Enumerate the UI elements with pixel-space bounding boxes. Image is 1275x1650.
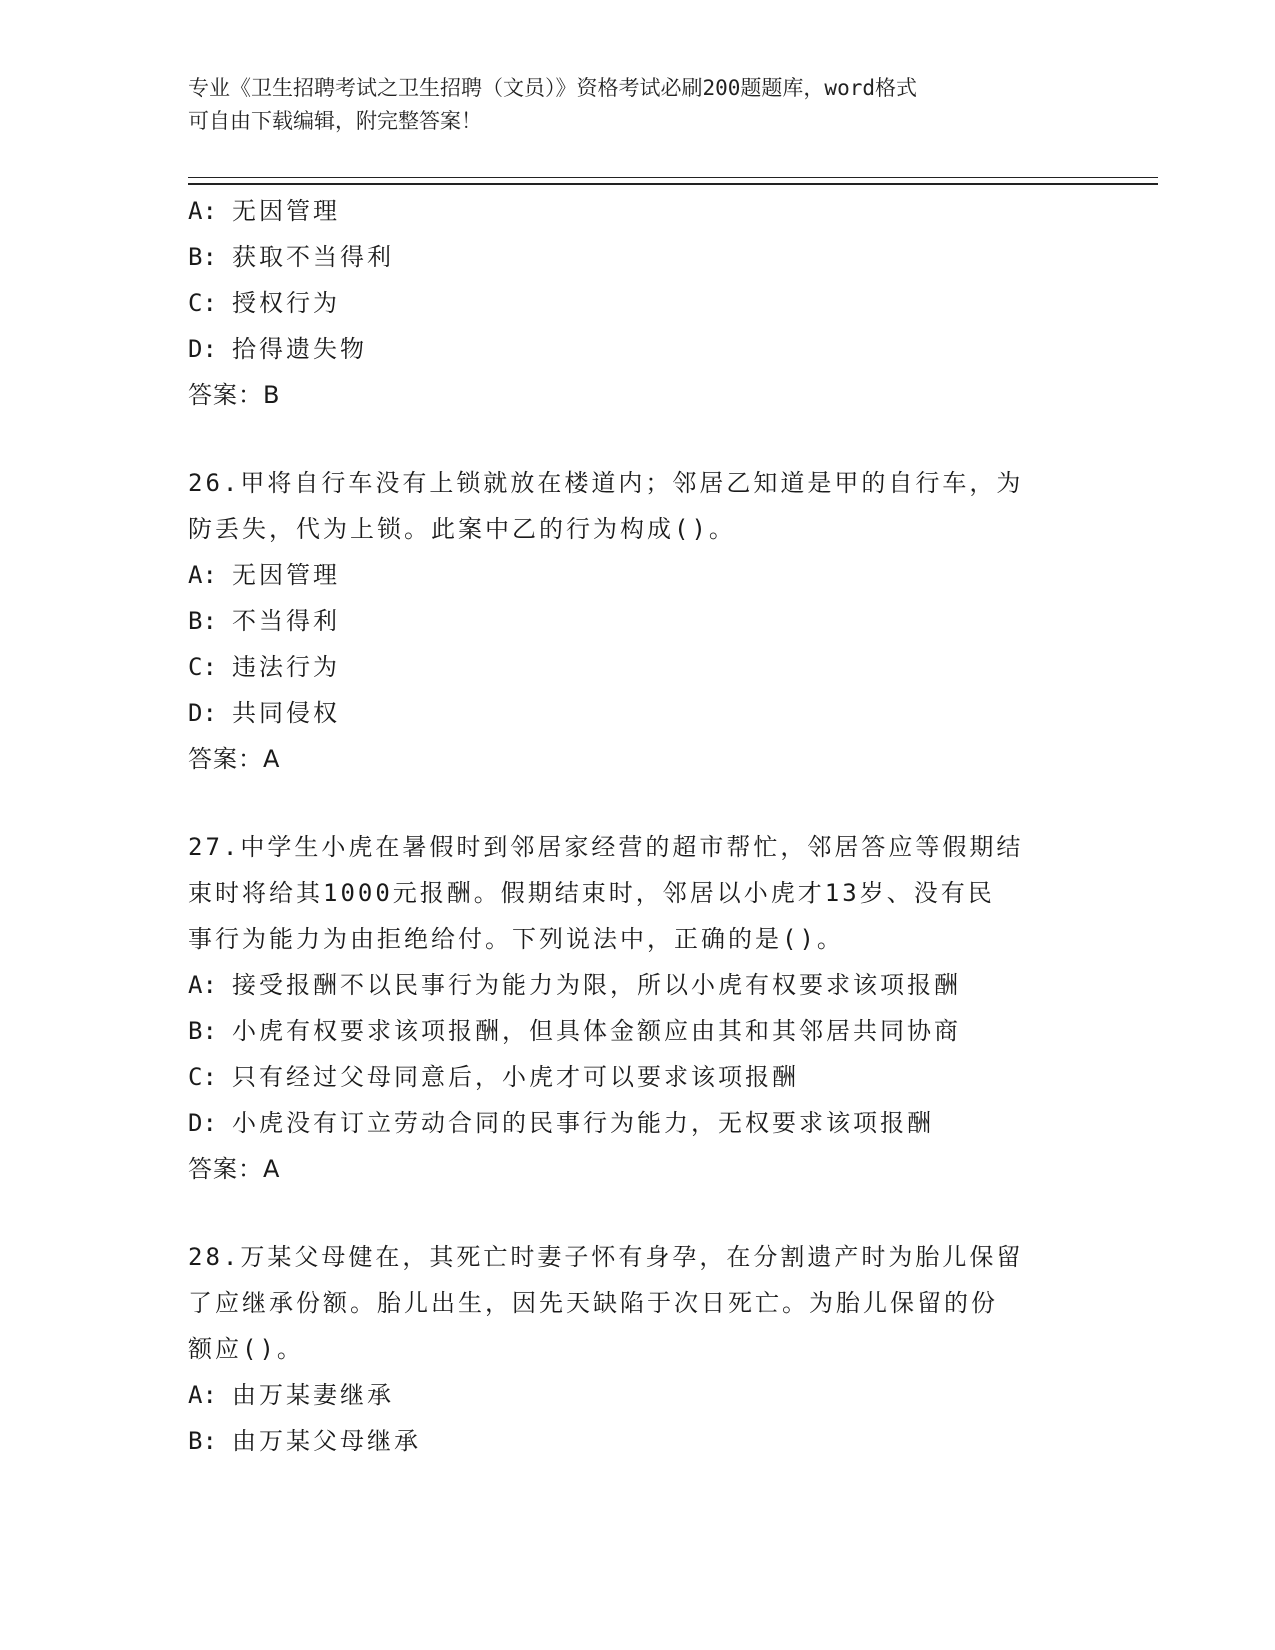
option-d [188,690,1088,736]
option-c [188,1054,1088,1100]
header-line-2: 可自由下载编辑，附完整答案！ [188,109,482,133]
option-a [188,1372,1088,1418]
option-key: C: [188,289,217,317]
question-28 [188,1234,1088,1464]
question-text-line: 束时将给其1000元报酬。假期结束时，邻居以小虎才13岁、没有民 [188,879,995,907]
question-text-line: 事行为能力为由拒绝给付。下列说法中，正确的是()。 [188,925,844,953]
option-b [188,1008,1088,1054]
question-text-line: 额应()。 [188,1335,304,1363]
option-d [188,1100,1088,1146]
option-a [188,552,1088,598]
question-26 [188,460,1088,782]
option-text: 小虎没有订立劳动合同的民事行为能力，无权要求该项报酬 [232,1109,934,1137]
header-rule-thick [188,183,1158,185]
option-text: 共同侵权 [232,699,340,727]
question-text-line: 28.万某父母健在，其死亡时妻子怀有身孕，在分割遗产时为胎儿保留 [188,1243,1024,1271]
option-c [188,644,1088,690]
question-content [188,188,1088,1464]
question-25 [188,188,1088,418]
answer-line: 答案：B [188,381,281,409]
option-b [188,1418,1088,1464]
option-a [188,188,1088,234]
option-text: 无因管理 [232,197,340,225]
answer-line: 答案：A [188,1155,281,1183]
option-key: A: [188,197,217,225]
question-text-line: 了应继承份额。胎儿出生，因先天缺陷于次日死亡。为胎儿保留的份 [188,1289,998,1317]
page-header [188,72,1088,138]
option-a [188,962,1088,1008]
option-text: 由万某妻继承 [232,1381,394,1409]
option-text: 不当得利 [232,607,340,635]
option-key: D: [188,1109,217,1137]
question-text-line: 防丢失，代为上锁。此案中乙的行为构成()。 [188,515,736,543]
option-text: 授权行为 [232,289,340,317]
option-key: D: [188,335,217,363]
option-key: C: [188,1063,217,1091]
question-text-line: 26.甲将自行车没有上锁就放在楼道内；邻居乙知道是甲的自行车，为 [188,469,1024,497]
option-key: B: [188,607,217,635]
option-b [188,234,1088,280]
option-key: A: [188,971,217,999]
option-key: B: [188,1017,217,1045]
option-text: 获取不当得利 [232,243,394,271]
question-27 [188,824,1088,1192]
option-text: 只有经过父母同意后，小虎才可以要求该项报酬 [232,1063,799,1091]
option-key: A: [188,1381,217,1409]
option-d [188,326,1088,372]
option-key: B: [188,243,217,271]
option-text: 无因管理 [232,561,340,589]
option-text: 拾得遗失物 [232,335,367,363]
answer-line: 答案：A [188,745,281,773]
option-b [188,598,1088,644]
option-c [188,280,1088,326]
question-text-line: 27.中学生小虎在暑假时到邻居家经营的超市帮忙，邻居答应等假期结 [188,833,1024,861]
option-text: 违法行为 [232,653,340,681]
header-line-1: 专业《卫生招聘考试之卫生招聘（文员）》资格考试必刷200题题库，word格式 [188,76,917,100]
option-key: B: [188,1427,217,1455]
option-key: A: [188,561,217,589]
option-key: D: [188,699,217,727]
header-rule-thin [188,177,1158,178]
option-text: 接受报酬不以民事行为能力为限，所以小虎有权要求该项报酬 [232,971,961,999]
option-key: C: [188,653,217,681]
option-text: 小虎有权要求该项报酬，但具体金额应由其和其邻居共同协商 [232,1017,961,1045]
option-text: 由万某父母继承 [232,1427,421,1455]
